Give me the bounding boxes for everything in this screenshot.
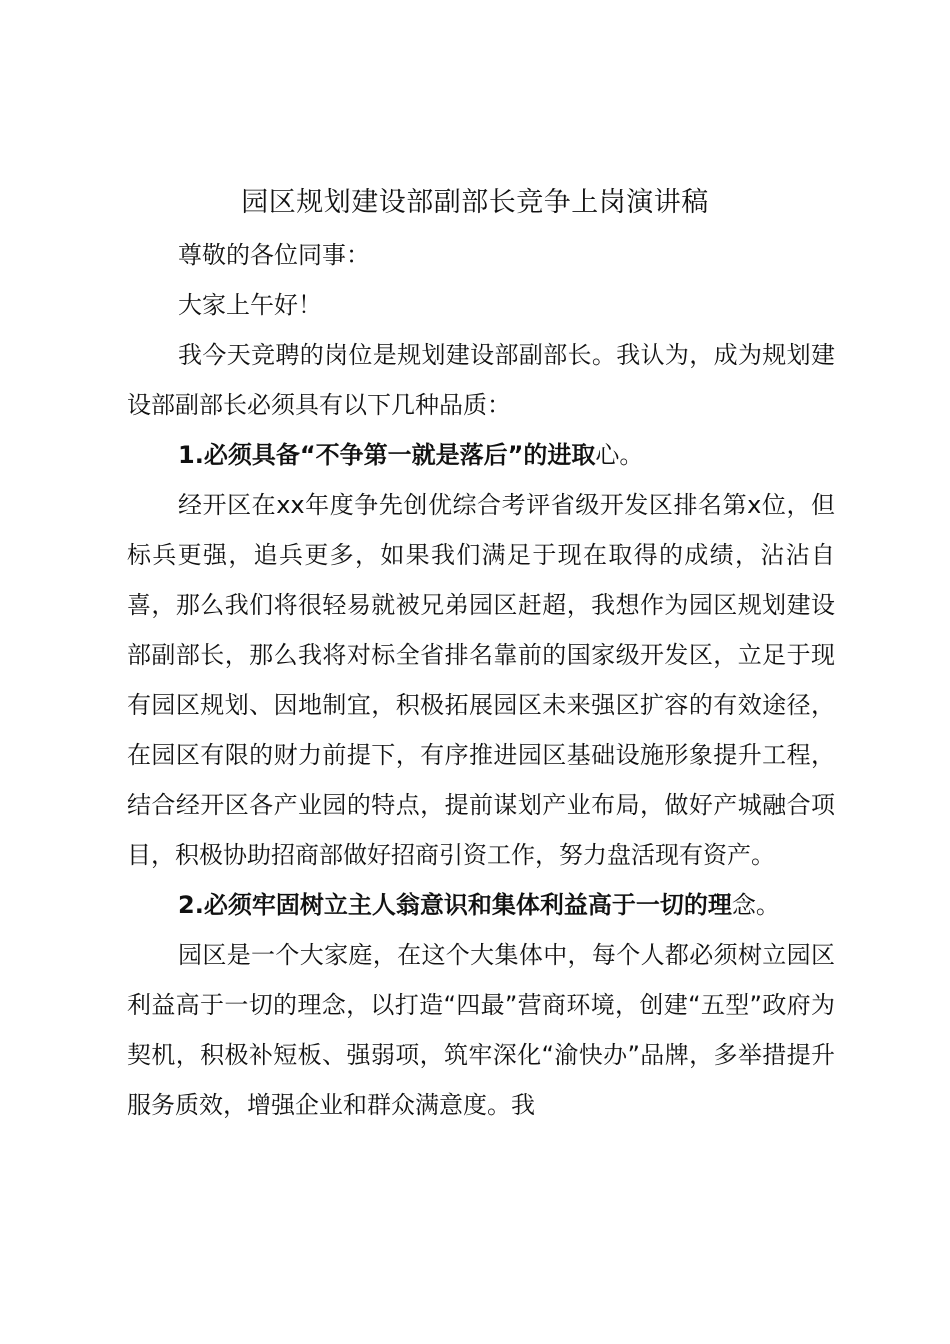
point-2-heading-tail: 念。 (731, 891, 780, 919)
intro-paragraph: 我今天竞聘的岗位是规划建设部副部长。我认为，成为规划建设部副部长必须具有以下几种品质： (127, 341, 835, 419)
point-1-paragraph: 经开区在xx年度争先创优综合考评省级开发区排名第x位，但标兵更强，追兵更多，如果我们满足于现在取得的成绩，沾沾自喜，那么我们将很轻易就被兄弟园区赶超，我想作为园区规划建设部副部长，那么我将对标全省排名靠前的国家级开发区，立足于现有园区规划、因地制宜，积极拓展园区未来强区扩容的有效途径，在园区有限的财力前提下，有序推进园区基础设施形象提升工程，结合经开区各产业园的特点，提前谋划产业布局，做好产城融合项目，积极协助招商部做好招商引资工作，努力盘活现有资产。 (127, 491, 835, 869)
point-2-paragraph: 园区是一个大家庭，在这个大集体中，每个人都必须树立园区利益高于一切的理念，以打造“四最”营商环境，创建“五型”政府为契机，积极补短板、强弱项，筑牢深化“渝快办”品牌，多举措提升服务质效，增强企业和群众满意度。我 (127, 941, 835, 1119)
point-2-heading-bold: 2.必须牢固树立主人翁意识和集体利益高于一切的理 (178, 891, 732, 919)
greeting: 大家上午好！ (178, 291, 322, 319)
point-2-heading (127, 880, 835, 930)
document-body (127, 230, 835, 1130)
point-1-heading (127, 430, 835, 480)
point-1-heading-tail: 心。 (595, 441, 644, 469)
salutation: 尊敬的各位同事： (178, 241, 370, 269)
point-1-heading-bold: 1.必须具备“不争第一就是落后”的进取 (178, 441, 596, 469)
document-title: 园区规划建设部副部长竞争上岗演讲稿 (241, 187, 709, 218)
